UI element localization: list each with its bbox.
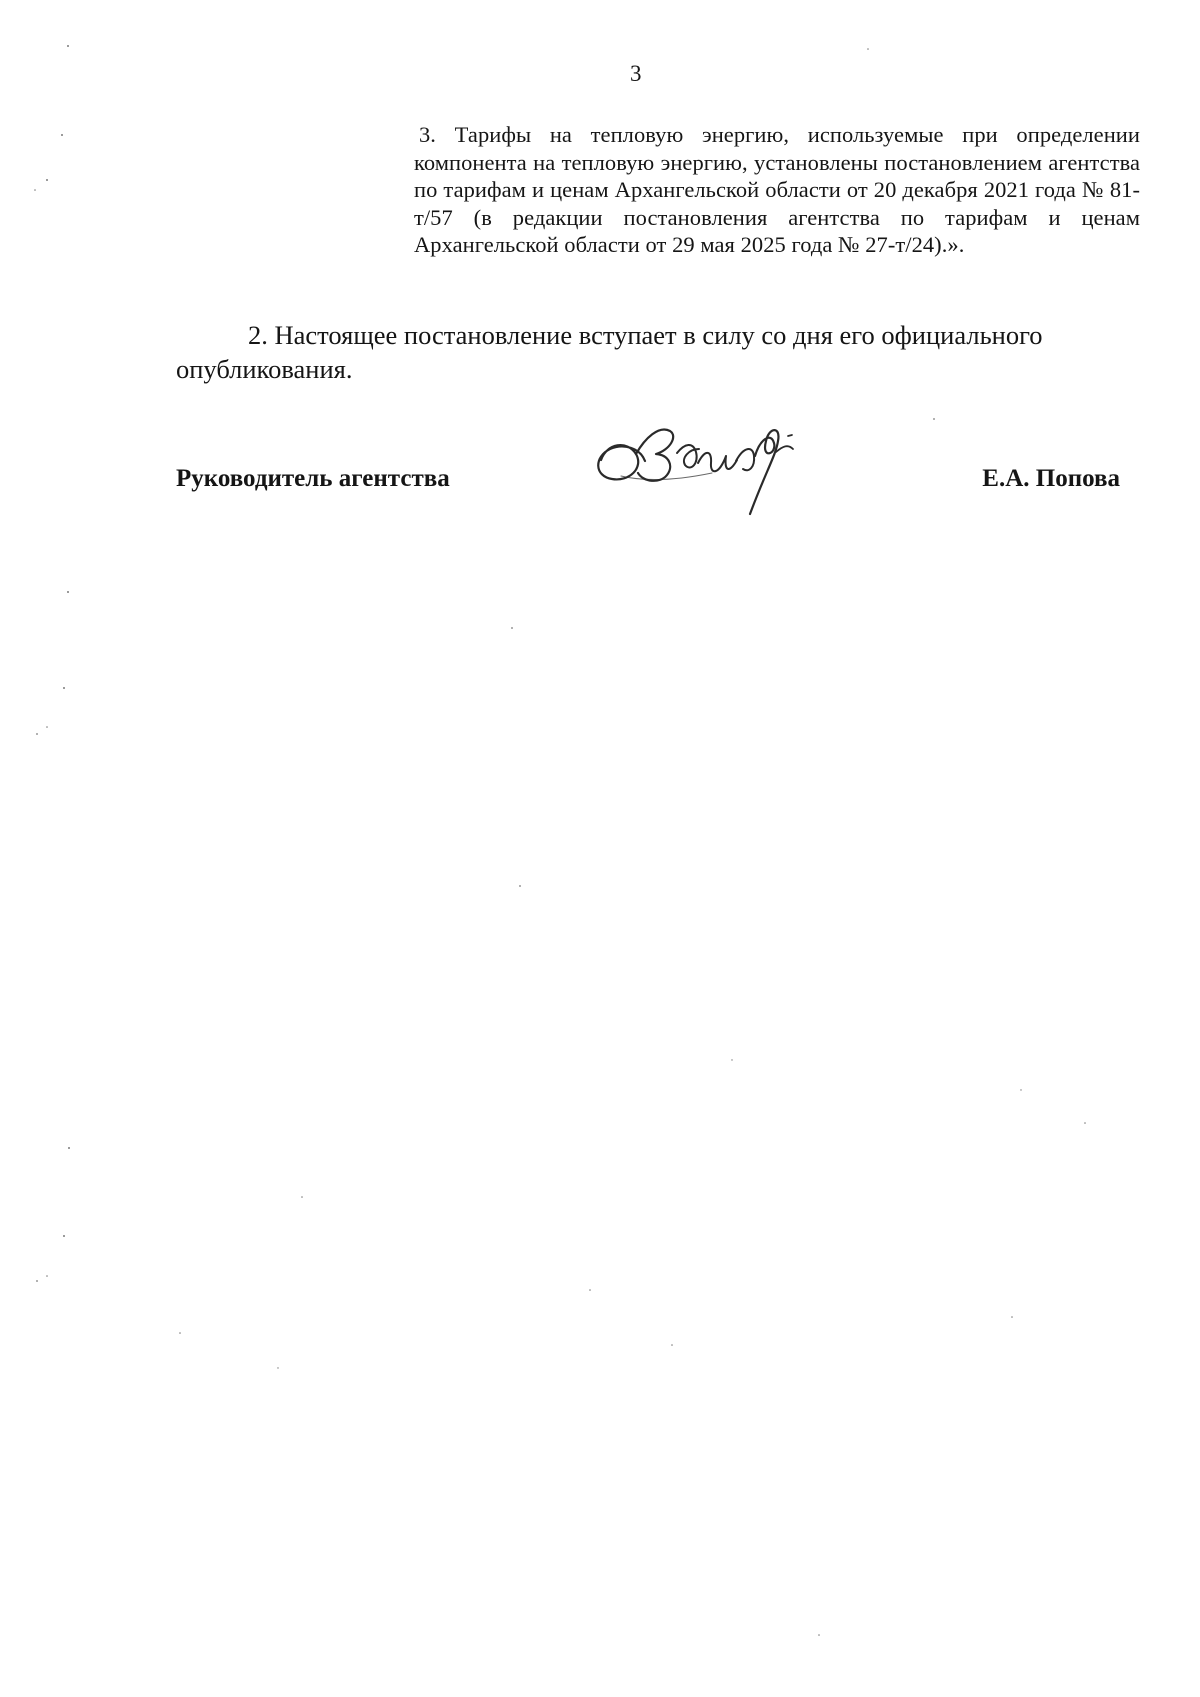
signatory-title: Руководитель агентства <box>176 465 450 492</box>
clause-3-text: 3. Тарифы на тепловую энергию, используемые при определении компонента на тепловую энергию, установлены постановлением агентства по тарифам и ценам Архангельской области от 20 декабря 2021 года № 81-т/57 (в редакции постановления агентства по тарифам и ценам Архангельской области от 29 мая 2025 года № 27-т/24).». <box>414 122 1140 257</box>
signatory-name: Е.А. Попова <box>982 465 1120 492</box>
page-number: 3 <box>630 61 642 86</box>
paragraph-2-text: 2. Настоящее постановление вступает в силу со дня его официального опубликования. <box>176 320 1043 384</box>
handwritten-signature-icon <box>590 418 810 523</box>
